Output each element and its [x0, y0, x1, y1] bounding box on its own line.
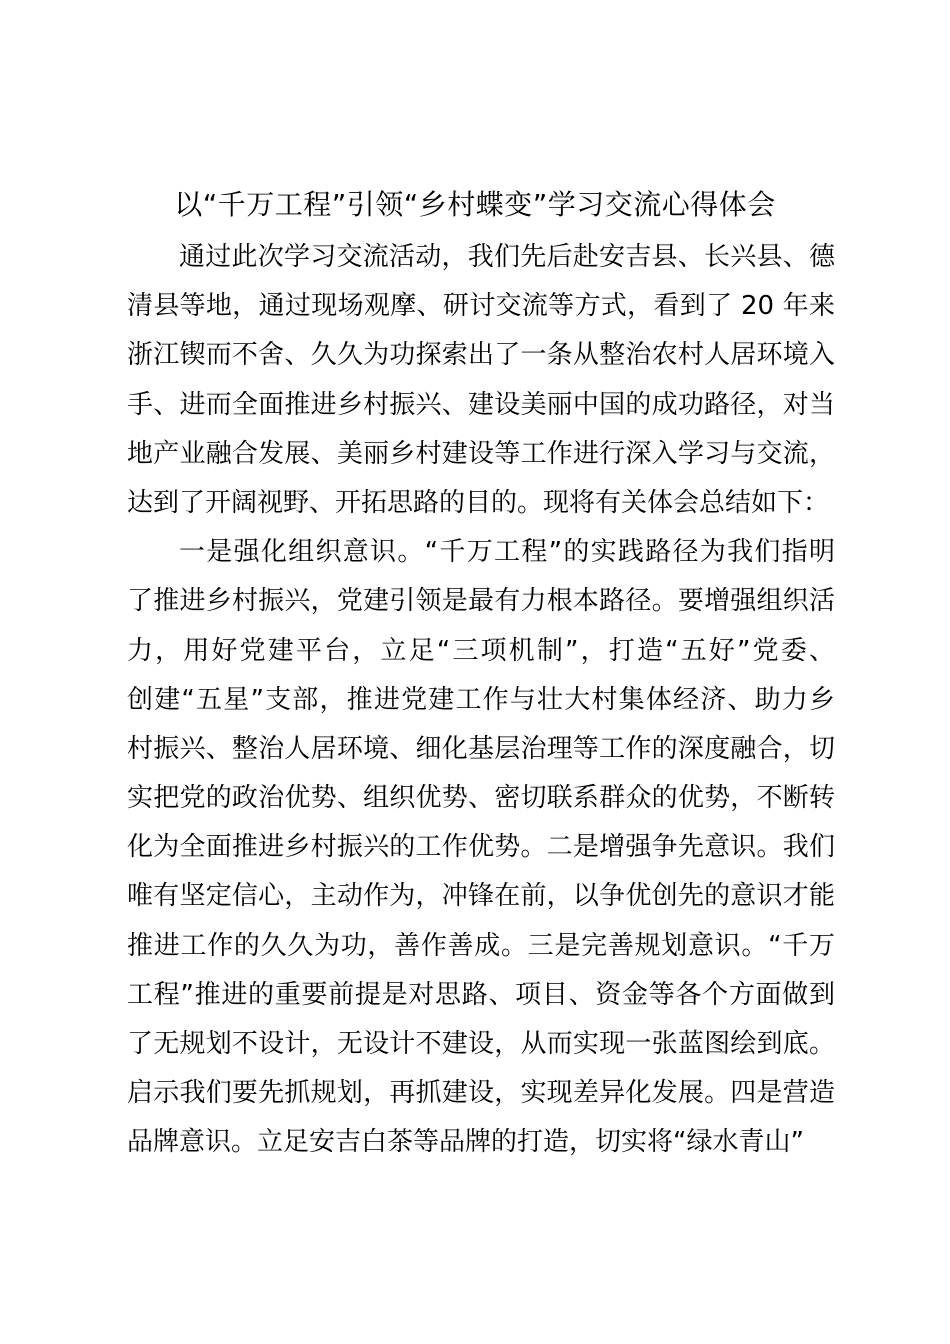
paragraph-1-line-5: 地产业融合发展、美丽乡村建设等工作进行深入学习与交流， — [127, 438, 835, 469]
paragraph-2-line-11: 了无规划不设计，无设计不建设，从而实现一张蓝图绘到底。 — [127, 1029, 835, 1059]
paragraph-1-line-3: 浙江锲而不舍、久久为功探索出了一条从整治农村人居环境入 — [127, 340, 835, 371]
paragraph-2-line-8: 唯有坚定信心，主动作为，冲锋在前，以争优创先的意识才能 — [127, 881, 835, 912]
paragraph-1-line-4: 手、进而全面推进乡村振兴、建设美丽中国的成功路径，对当 — [127, 389, 835, 420]
document-title: 以“千万工程”引领“乡村蝶变”学习交流心得体会 — [174, 188, 776, 221]
paragraph-2-line-4: 创建“五星”支部，推进党建工作与壮大村集体经济、助力乡 — [127, 684, 835, 715]
paragraph-2-line-9: 推进工作的久久为功，善作善成。三是完善规划意识。“千万 — [127, 930, 835, 961]
paragraph-2-line-10: 工程”推进的重要前提是对思路、项目、资金等各个方面做到 — [127, 979, 835, 1010]
paragraph-2-line-3: 力，用好党建平台，立足“三项机制”，打造“五好”党委、 — [127, 635, 835, 666]
paragraph-2-line-12: 启示我们要先抓规划，再抓建设，实现差异化发展。四是营造 — [127, 1078, 835, 1109]
paragraph-2-line-6: 实把党的政治优势、组织优势、密切联系群众的优势，不断转 — [127, 783, 835, 814]
paragraph-2-line-7: 化为全面推进乡村振兴的工作优势。二是增强争先意识。我们 — [127, 832, 835, 863]
paragraph-2-line-1: 一是强化组织意识。“千万工程”的实践路径为我们指明 — [179, 537, 835, 568]
paragraph-1-line-2: 清县等地，通过现场观摩、研讨交流等方式，看到了 20 年来 — [127, 291, 835, 322]
paragraph-1-line-1: 通过此次学习交流活动，我们先后赴安吉县、长兴县、德 — [179, 242, 835, 272]
document-body — [127, 233, 835, 1168]
paragraph-2-line-13: 品牌意识。立足安吉白茶等品牌的打造，切实将“绿水青山” — [127, 1127, 804, 1158]
paragraph-2-line-2: 了推进乡村振兴，党建引领是最有力根本路径。要增强组织活 — [127, 586, 835, 617]
paragraph-2-line-5: 村振兴、整治人居环境、细化基层治理等工作的深度融合，切 — [127, 733, 835, 764]
paragraph-1-line-6: 达到了开阔视野、开拓思路的目的。现将有关体会总结如下： — [127, 487, 830, 518]
